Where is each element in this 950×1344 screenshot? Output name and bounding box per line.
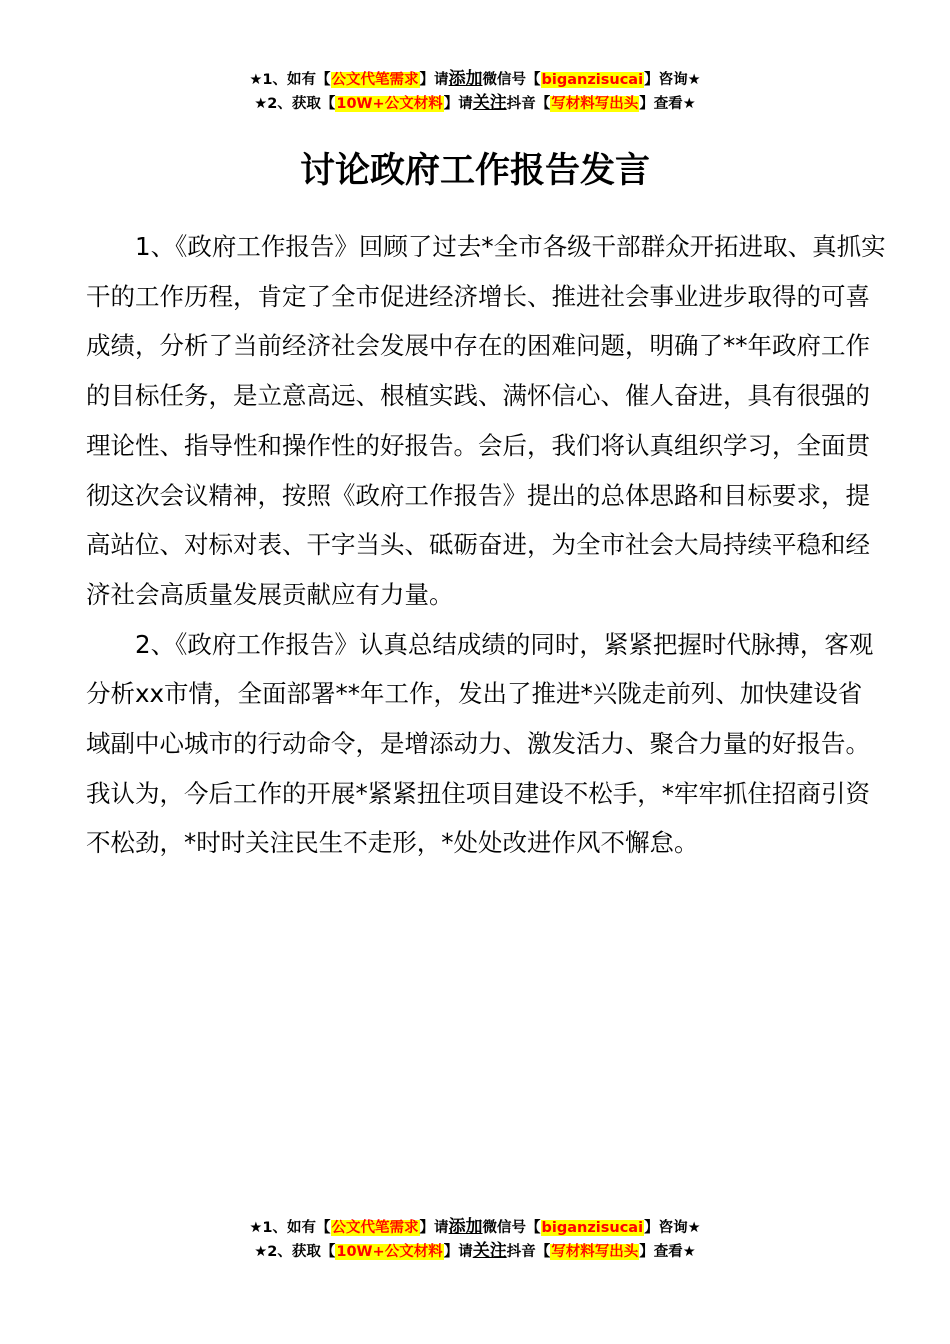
banner-line-2-prefix: ★2、获取【	[254, 96, 336, 112]
banner-line-2-emphasis: 关注	[472, 93, 507, 113]
footer-banner-line-1	[0, 1216, 950, 1240]
footer-line-2-highlight-materials: 10W+公文材料	[336, 1244, 443, 1260]
footer-line-2-emphasis: 关注	[472, 1241, 507, 1261]
banner-line-2-mid: 】请	[443, 96, 473, 112]
footer-line-2-mid-2: 抖音【	[506, 1244, 551, 1260]
footer-line-2-suffix: 】查看★	[639, 1244, 696, 1260]
footer-line-1-prefix: ★1、如有【	[249, 1220, 331, 1236]
header-banner	[0, 68, 950, 116]
footer-line-1-highlight-wechat: biganzisucai	[541, 1220, 644, 1236]
banner-line-1-mid: 】请	[419, 72, 449, 88]
banner-line-2	[0, 92, 950, 116]
banner-line-1-emphasis: 添加	[448, 69, 483, 89]
banner-line-2-mid-2: 抖音【	[506, 96, 551, 112]
footer-line-1-emphasis: 添加	[448, 1217, 483, 1237]
footer-line-2-highlight-douyin: 写材料写出头	[551, 1244, 639, 1260]
paragraph-1: 1、《政府工作报告》回顾了过去*全市各级干部群众开拓进取、真抓实干的工作历程，肯定了全市促进经济增长、推进社会事业进步取得的可喜成绩，分析了当前经济社会发展中存在的困难问题，明确了**年政府工作的目标任务，是立意高远、根植实践、满怀信心、催人奋进，具有很强的理论性、指导性和操作性的好报告。会后，我们将认真组织学习，全面贯彻这次会议精神，按照《政府工作报告》提出的总体思路和目标要求，提高站位、对标对表、干字当头、砥砺奋进，为全市社会大局持续平稳和经济社会高质量发展贡献应有力量。	[86, 232, 886, 609]
banner-line-2-suffix: 】查看★	[639, 96, 696, 112]
footer-line-1-mid: 】请	[419, 1220, 449, 1236]
document-title: 讨论政府工作报告发言	[299, 151, 650, 191]
footer-line-2-mid: 】请	[443, 1244, 473, 1260]
banner-line-1	[0, 68, 950, 92]
paragraph-2: 2、《政府工作报告》认真总结成绩的同时，紧紧把握时代脉搏，客观分析xx市情，全面部署**年工作，发出了推进*兴陇走前列、加快建设省域副中心城市的行动命令，是增添动力、激发活力、聚合力量的好报告。我认为，今后工作的开展*紧紧扭住项目建设不松手，*牢牢抓住招商引资不松劲，*时时关注民生不走形，*处处改进作风不懈怠。	[86, 629, 874, 858]
banner-line-1-highlight-service: 公文代笔需求	[331, 72, 419, 88]
banner-line-1-prefix: ★1、如有【	[249, 72, 331, 88]
footer-line-1-highlight-service: 公文代笔需求	[331, 1220, 419, 1236]
banner-line-1-mid-2: 微信号【	[482, 72, 541, 88]
footer-banner-line-2	[0, 1240, 950, 1264]
document-body	[86, 222, 886, 868]
footer-line-1-suffix: 】咨询★	[644, 1220, 701, 1236]
banner-line-2-highlight-douyin: 写材料写出头	[551, 96, 639, 112]
footer-banner	[0, 1216, 950, 1264]
banner-line-2-highlight-materials: 10W+公文材料	[336, 96, 443, 112]
banner-line-1-suffix: 】咨询★	[644, 72, 701, 88]
footer-line-2-prefix: ★2、获取【	[254, 1244, 336, 1260]
banner-line-1-highlight-wechat: biganzisucai	[541, 72, 644, 88]
footer-line-1-mid-2: 微信号【	[482, 1220, 541, 1236]
